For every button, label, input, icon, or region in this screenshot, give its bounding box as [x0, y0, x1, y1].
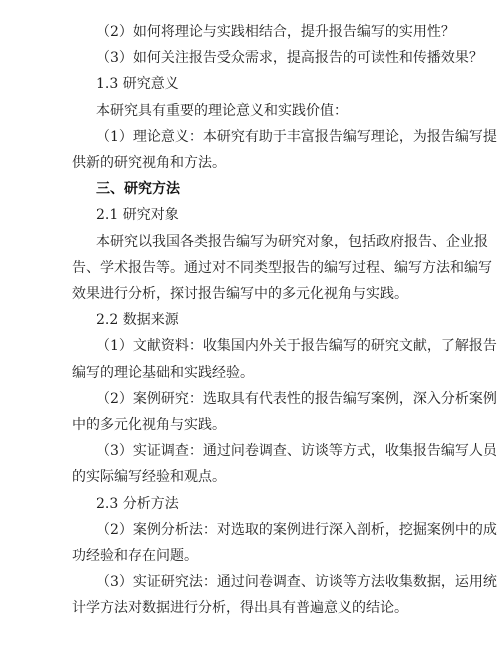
method-item-2-line2: 功经验和存在问题。 [72, 548, 198, 564]
source-item-2-line1: （2）案例研究：选取具有代表性的报告编写案例，深入分析案例 [96, 390, 497, 407]
question-3: （3）如何关注报告受众需求，提高报告的可读性和传播效果？ [96, 50, 483, 67]
source-item-1-line1: （1）文献资料：收集国内外关于报告编写的研究文献，了解报告 [96, 338, 497, 355]
section-heading-2-1: 2.1 研究对象 [96, 207, 179, 224]
significance-item-1-line1: （1）理论意义：本研究有助于丰富报告编写理论，为报告编写提 [96, 128, 497, 145]
question-2: （2）如何将理论与实践相结合，提升报告编写的实用性？ [96, 24, 455, 40]
section-heading-2-2: 2.2 数据来源 [96, 312, 179, 329]
paragraph-object-line1: 本研究以我国各类报告编写为研究对象，包括政府报告、企业报 [96, 233, 488, 250]
section-heading-2-3: 2.3 分析方法 [96, 495, 179, 512]
method-item-2-line1: （2）案例分析法：对选取的案例进行深入剖析，挖掘案例中的成 [96, 521, 497, 538]
paragraph-significance: 本研究具有重要的理论意义和实践价值： [96, 102, 348, 119]
paragraph-object-line2: 告、学术报告等。通过对不同类型报告的编写过程、编写方法和编写 [72, 259, 492, 276]
source-item-3-line1: （3）实证调查：通过问卷调查、访谈等方式，收集报告编写人员 [96, 443, 497, 460]
source-item-3-line2: 的实际编写经验和观点。 [72, 469, 226, 486]
source-item-2-line2: 中的多元化视角与实践。 [72, 417, 226, 433]
method-item-3-line2: 计学方法对数据进行分析，得出具有普遍意义的结论。 [72, 600, 408, 617]
section-heading-1-3: 1.3 研究意义 [96, 76, 179, 93]
source-item-1-line2: 编写的理论基础和实践经验。 [72, 364, 254, 381]
chapter-heading-methods: 三、研究方法 [96, 181, 180, 198]
paragraph-object-line3: 效果进行分析，探讨报告编写中的多元化视角与实践。 [72, 286, 408, 302]
significance-item-1-line2: 供新的研究视角和方法。 [72, 155, 226, 171]
method-item-3-line1: （3）实证研究法：通过问卷调查、访谈等方法收集数据，运用统 [96, 574, 497, 591]
